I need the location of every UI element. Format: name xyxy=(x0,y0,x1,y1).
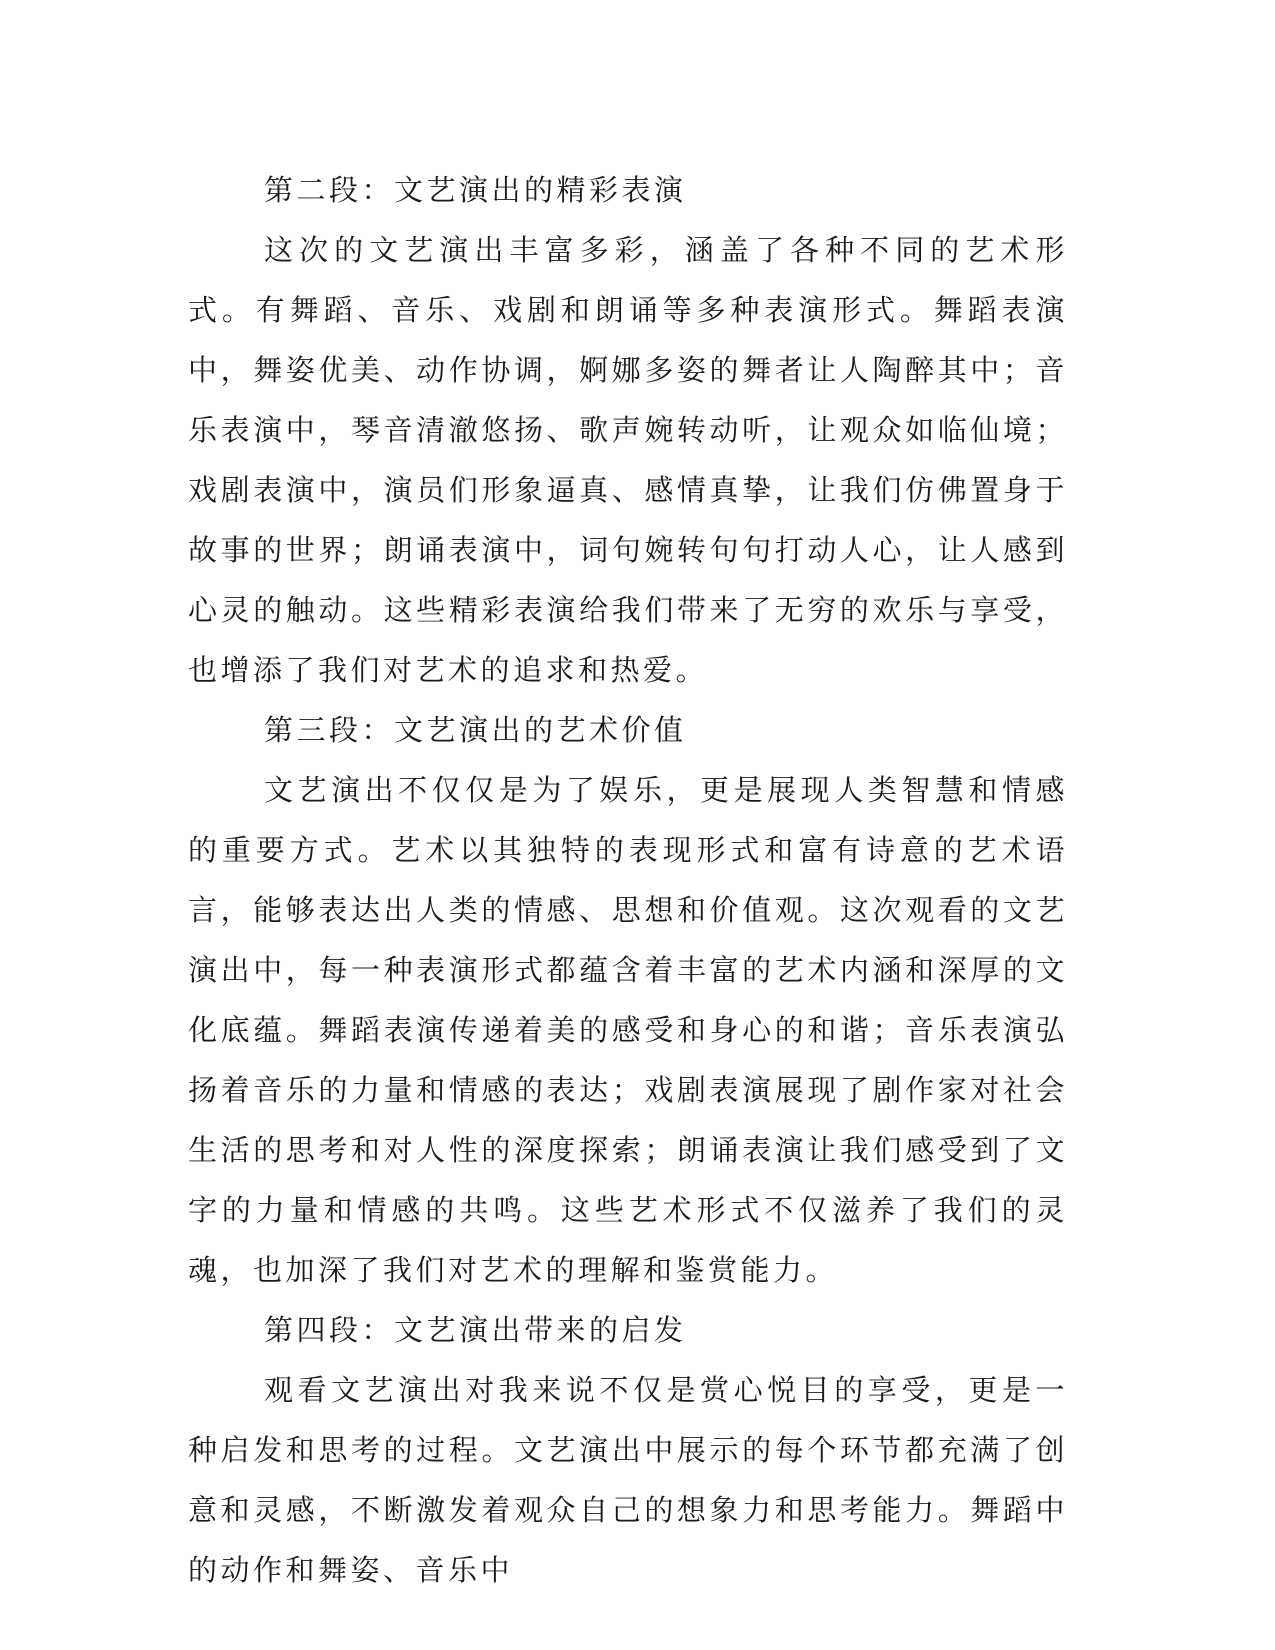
document-body xyxy=(188,160,1068,1600)
section-heading-3: 第三段：文艺演出的艺术价值 xyxy=(264,713,687,747)
section-heading-2: 第二段：文艺演出的精彩表演 xyxy=(264,173,687,207)
section-paragraph-2: 这次的文艺演出丰富多彩，涵盖了各种不同的艺术形式。有舞蹈、音乐、戏剧和朗诵等多种表演形式。舞蹈表演中，舞姿优美、动作协调，婀娜多姿的舞者让人陶醉其中；音乐表演中，琴音清澈悠扬、歌声婉转动听，让观众如临仙境；戏剧表演中，演员们形象逼真、感情真挚，让我们仿佛置身于故事的世界；朗诵表演中，词句婉转句句打动人心，让人感到心灵的触动。这些精彩表演给我们带来了无穷的欢乐与享受，也增添了我们对艺术的追求和热爱。 xyxy=(188,233,1068,687)
section-heading-4: 第四段：文艺演出带来的启发 xyxy=(264,1313,687,1347)
section-paragraph-3: 文艺演出不仅仅是为了娱乐，更是展现人类智慧和情感的重要方式。艺术以其独特的表现形式和富有诗意的艺术语言，能够表达出人类的情感、思想和价值观。这次观看的文艺演出中，每一种表演形式都蕴含着丰富的艺术内涵和深厚的文化底蕴。舞蹈表演传递着美的感受和身心的和谐；音乐表演弘扬着音乐的力量和情感的表达；戏剧表演展现了剧作家对社会生活的思考和对人性的深度探索；朗诵表演让我们感受到了文字的力量和情感的共鸣。这些艺术形式不仅滋养了我们的灵魂，也加深了我们对艺术的理解和鉴赏能力。 xyxy=(188,773,1068,1287)
section-paragraph-4: 观看文艺演出对我来说不仅是赏心悦目的享受，更是一种启发和思考的过程。文艺演出中展示的每个环节都充满了创意和灵感，不断激发着观众自己的想象力和思考能力。舞蹈中的动作和舞姿、音乐中 xyxy=(188,1373,1068,1587)
